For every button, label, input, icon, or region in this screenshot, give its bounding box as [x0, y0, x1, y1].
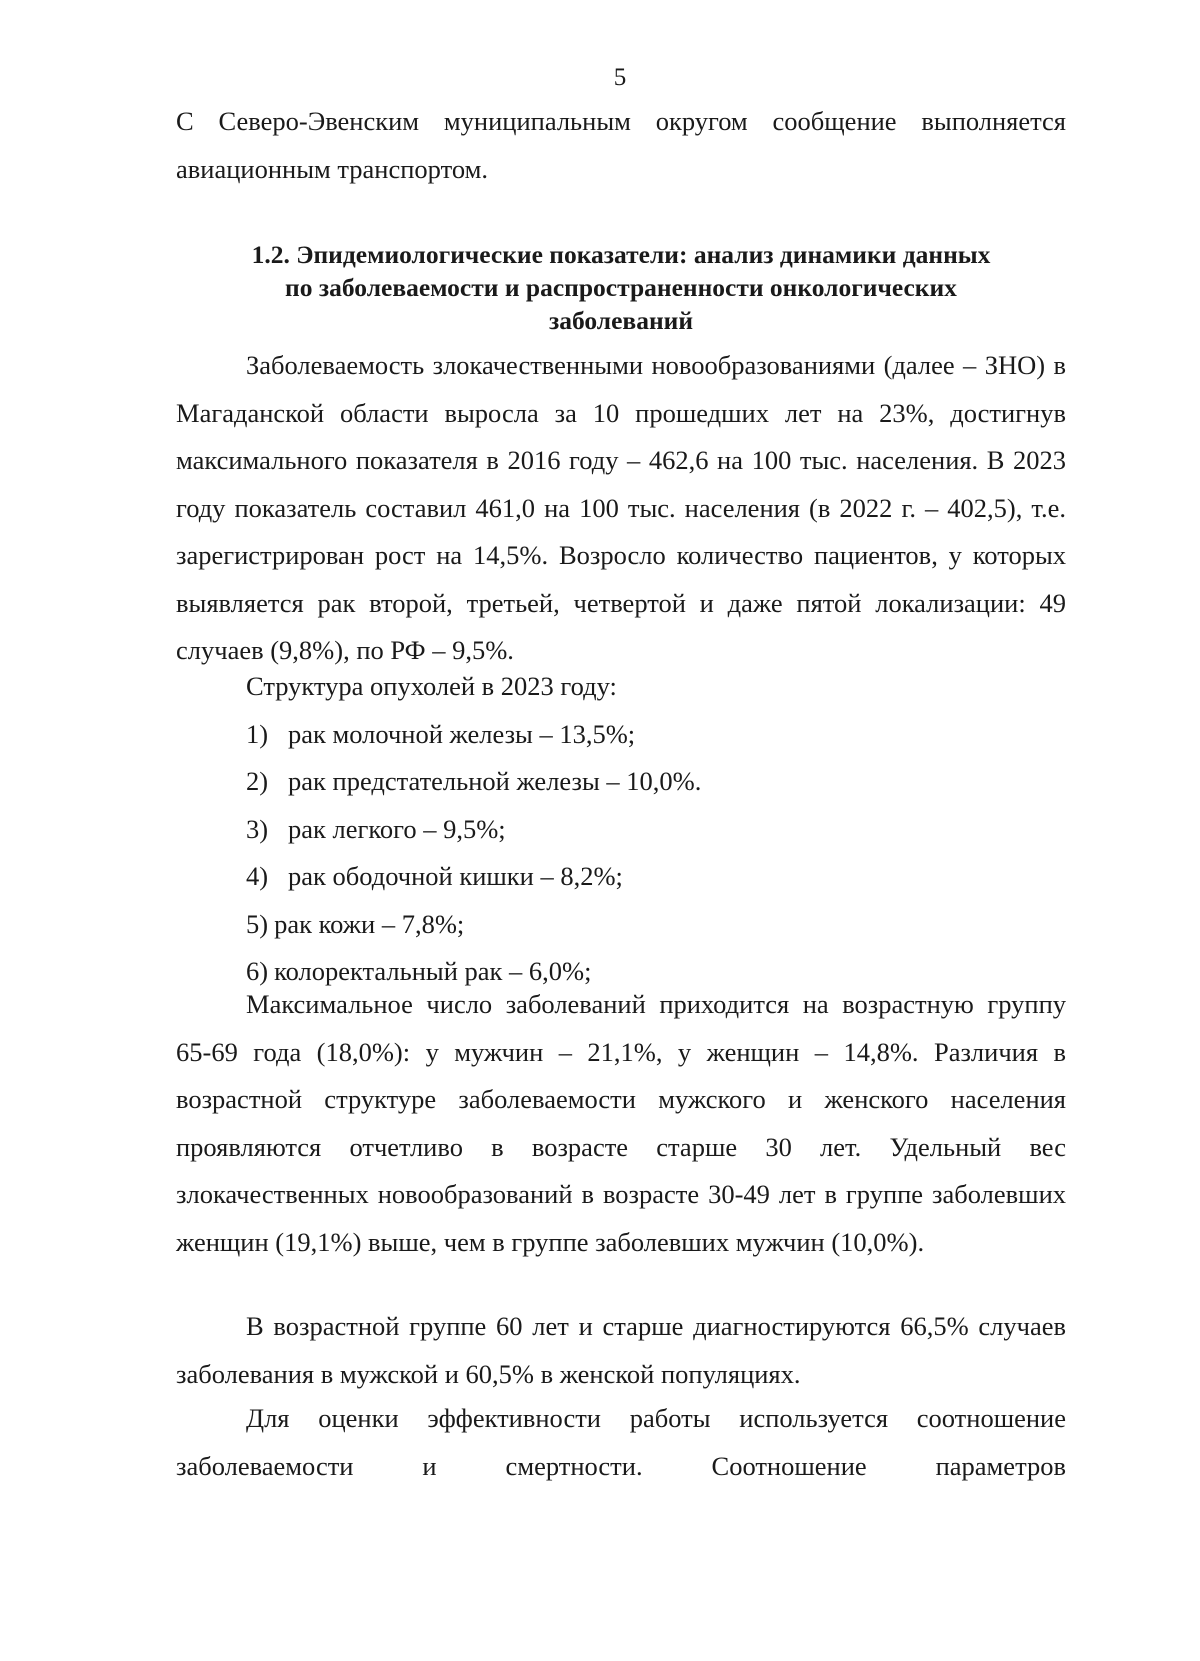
section-heading-line-2: по заболеваемости и распространенности онкологических — [285, 273, 957, 302]
paragraph-efficiency-line-2: заболеваемости и смертности. Соотношение параметров — [176, 1450, 1066, 1481]
list-item-number: 5) — [246, 908, 269, 939]
section-heading-line-3: заболеваний — [548, 306, 694, 335]
list-item-text: рак легкого – 9,5%; — [288, 813, 506, 844]
list-item-number: 1) — [246, 718, 269, 749]
list-item-number: 6) — [246, 956, 269, 986]
list-item-text: рак молочной железы – 13,5%; — [288, 718, 636, 749]
paragraph-efficiency — [176, 1395, 1066, 1490]
list-item — [176, 711, 1066, 759]
paragraph-age-structure-text: Максимальное число заболеваний приходится на возрастную группу 65-69 года (18,0%): у мужчин – 21,1%, у женщин – 14,8%. Различия в возрастной структуре заболеваемости мужского и женского населения проявляются отчетливо в возрасте старше 30 лет. Удельный вес злокачественных новообразований в возрасте 30-49 лет в группе заболевших женщин (19,1%) выше, чем в группе заболевших мужчин (10,0%). — [176, 989, 1066, 1257]
paragraph-efficiency-line-1: Для оценки эффективности работы используется соотношение — [246, 1403, 1066, 1433]
list-item-text: колоректальный рак – 6,0%; — [274, 956, 592, 986]
paragraph-incidence-text: Заболеваемость злокачественными новообразованиями (далее – ЗНО) в Магаданской области выросла за 10 прошедших лет на 23%, достигнув максимального показателя в 2016 году – 462,6 на 100 тыс. населения. В 2023 году показатель составил 461,0 на 100 тыс. населения (в 2022 г. – 402,5), т.е. зарегистрирован рост на 14,5%. Возросло количество пациентов, у которых выявляется рак второй, третьей, четвертой и даже пятой локализации: 49 случаев (9,8%), по РФ – 9,5%. — [176, 350, 1066, 665]
section-heading-line-1: 1.2. Эпидемиологические показатели: анализ динамики данных — [251, 240, 991, 269]
list-item-number: 2) — [246, 766, 269, 796]
list-item-text: рак предстательной железы – 10,0%. — [288, 766, 702, 796]
paragraph-age-60-text: В возрастной группе 60 лет и старше диагностируются 66,5% случаев заболевания в мужской и 60,5% в женской популяциях. — [176, 1311, 1066, 1389]
list-item — [176, 901, 1066, 949]
list-item-text: рак ободочной кишки – 8,2%; — [288, 861, 623, 891]
list-item — [176, 806, 1066, 854]
intro-paragraph — [176, 98, 1066, 193]
paragraph-age-structure — [176, 981, 1066, 1266]
paragraph-age-60 — [176, 1303, 1066, 1398]
page-number: 5 — [613, 64, 627, 91]
intro-text: С Северо-Эвенским муниципальным округом сообщение выполняется авиационным транспортом. — [176, 106, 1066, 184]
list-item-text: рак кожи – 7,8%; — [274, 908, 465, 939]
list-item-number: 3) — [246, 813, 269, 844]
list-item — [176, 853, 1066, 901]
list-item — [176, 758, 1066, 806]
section-heading — [176, 238, 1066, 337]
list-item-number: 4) — [246, 861, 269, 891]
tumor-structure-section — [176, 663, 1066, 996]
paragraph-incidence — [176, 342, 1066, 675]
tumor-structure-title: Структура опухолей в 2023 году: — [246, 671, 617, 701]
